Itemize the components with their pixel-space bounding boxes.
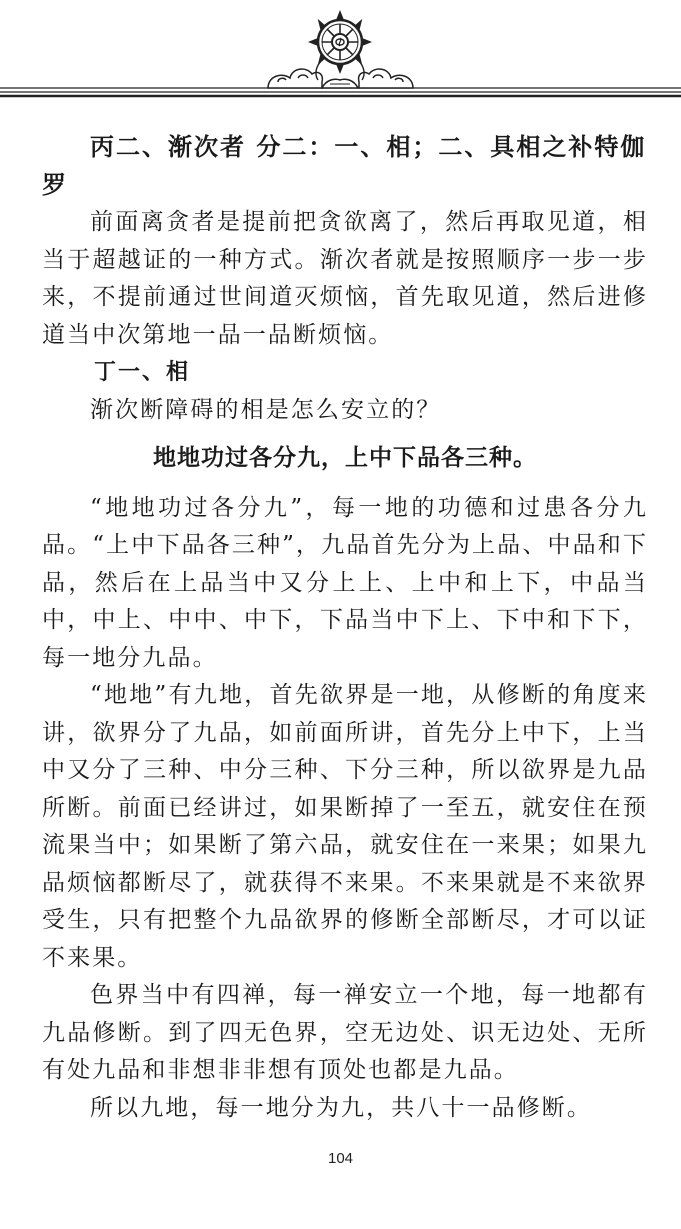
- paragraph-2: 渐次断障碍的相是怎么安立的？: [90, 397, 442, 423]
- paragraph-5: 色界当中有四禅，每一禅安立一个地，每一地都有九品修断。到了四无色界，空无边处、识无边处、无所有处九品和非想非非想有顶处也都是九品。: [42, 982, 648, 1083]
- header-rule-lines: [0, 88, 681, 96]
- paragraph-4: “地地”有九地，首先欲界是一地，从修断的角度来讲，欲界分了九品，如前面所讲，首先分上中下，上当中又分了三种、中分三种、下分三种，所以欲界是九品所断。前面已经讲过，如果断掉了一至五，就安住在预流果当中；如果断了第六品，就安住在一来果；如果九品烦恼都断尽了，就获得不来果。不来果就是不来欲界受生，只有把整个九品欲界的修断全部断尽，才可以证不来果。: [42, 682, 648, 971]
- verse-text: 地地功过各分九，上中下品各三种。: [153, 444, 537, 471]
- section-heading: [42, 128, 648, 204]
- cloud-scroll-right-icon: [359, 69, 413, 88]
- sub-heading: 丁一、相: [94, 360, 191, 385]
- header-ornament: [0, 0, 681, 110]
- cloud-scroll-left-icon: [268, 69, 322, 88]
- section-heading-line2: 罗: [42, 171, 68, 199]
- section-heading-line1: 丙二、渐次者 分二：一、相；二、具相之补特伽: [90, 133, 647, 161]
- page-content: [42, 128, 648, 1127]
- page-number: 104: [327, 1150, 354, 1167]
- paragraph-3: “地地功过各分九”，每一地的功德和过患各分九品。“上中下品各三种”，九品首先分为上品、中品和下品，然后在上品当中又分上上、上中和上下，中品当中，中上、中中、中下，下品当中下上、下中和下下，每一地分九品。: [42, 494, 648, 671]
- paragraph-6: 所以九地，每一地分为九，共八十一品修断。: [90, 1094, 592, 1121]
- paragraph-1: 前面离贪者是提前把贪欲离了，然后再取见道，相当于超越证的一种方式。渐次者就是按照顺序一步一步来，不提前通过世间道灭烦恼，首先取见道，然后进修道当中次第地一品一品断烦恼。: [42, 209, 648, 348]
